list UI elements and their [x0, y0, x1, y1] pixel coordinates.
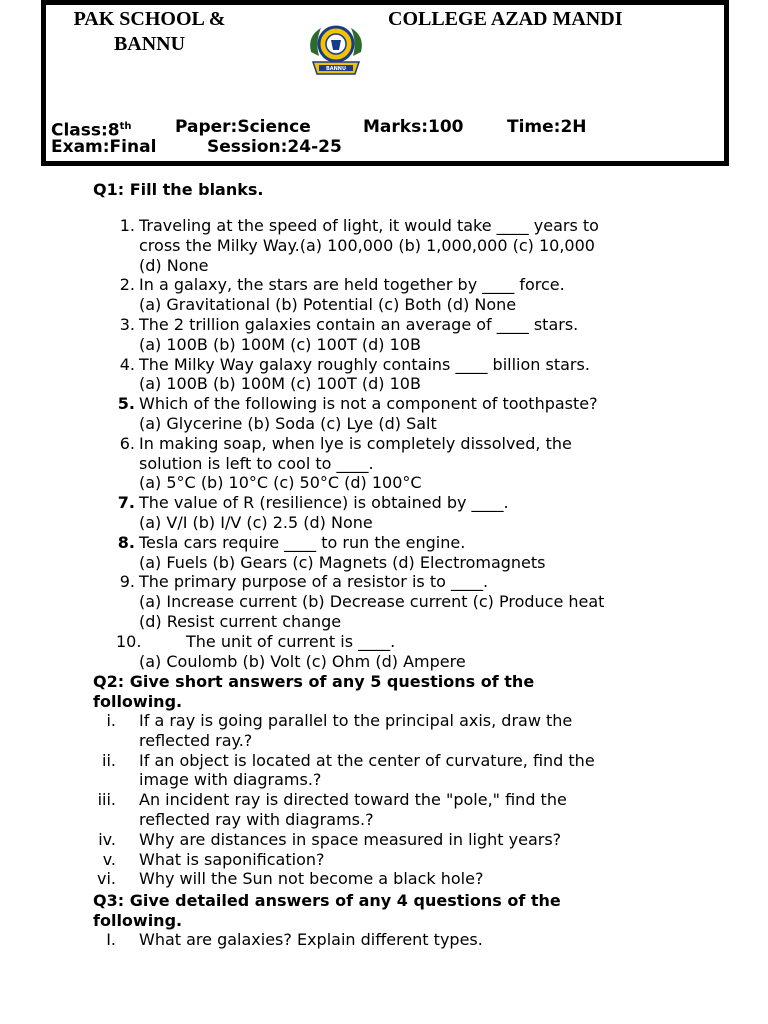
- q1-item-line: (a) Glycerine (b) Soda (c) Lye (d) Salt: [139, 414, 437, 433]
- q1-item-number: 10.: [116, 631, 142, 651]
- class-info: Class:8th: [51, 120, 132, 141]
- q3-title-line2: following.: [93, 911, 183, 930]
- q2-item-line: reflected ray with diagrams.?: [139, 810, 374, 829]
- q1-item-line: (a) Fuels (b) Gears (c) Magnets (d) Electromagnets: [139, 552, 546, 572]
- q2-item-line: An incident ray is directed toward the "pole," find the: [139, 790, 567, 810]
- q3-item-line: What are galaxies? Explain different types.: [139, 930, 483, 949]
- q2-item-line: reflected ray.?: [139, 730, 253, 750]
- school-name-left: [62, 7, 237, 57]
- q2-item-line: If an object is located at the center of curvature, find the: [139, 750, 595, 770]
- q1-item-number: 3.: [119, 315, 135, 334]
- q1-item-line: (d) None: [139, 255, 209, 275]
- q2-item-number: i.: [106, 711, 116, 730]
- q1-item-line: In a galaxy, the stars are held together by ____ force.: [139, 275, 565, 295]
- q1-item-number: 7.: [117, 493, 135, 513]
- school-name-right: COLLEGE AZAD MANDI: [388, 8, 623, 30]
- class-sup: th: [119, 121, 132, 132]
- marks-info: Marks:100: [363, 117, 464, 137]
- time-info: Time:2H: [507, 117, 587, 137]
- q1-item-number: 4.: [119, 354, 135, 374]
- school-name-line1: PAK SCHOOL &: [73, 8, 226, 30]
- q1-item-line: (a) 100B (b) 100M (c) 100T (d) 10B: [139, 334, 421, 354]
- q1-item-line: The unit of current is ____.: [186, 631, 396, 651]
- q1-title: Q1: Fill the blanks.: [93, 180, 264, 199]
- q1-item-line: In making soap, when lye is completely dissolved, the: [139, 433, 572, 453]
- q1-item-number: 1.: [119, 216, 135, 235]
- school-name-line2: BANNU: [113, 33, 186, 55]
- q1-item-line: Traveling at the speed of light, it would take ____ years to: [139, 216, 599, 235]
- q2-item-line: Why are distances in space measured in light years?: [139, 829, 562, 849]
- q2-item-number: iv.: [98, 829, 116, 849]
- q1-item-line: Which of the following is not a component of toothpaste?: [139, 394, 598, 414]
- q2-title-line2: following.: [93, 692, 183, 711]
- q3-title-line1: Q3: Give detailed answers of any 4 questions of the: [93, 891, 561, 910]
- q1-item-number: 8.: [117, 532, 135, 552]
- q2-item-line: If a ray is going parallel to the principal axis, draw the: [139, 711, 573, 730]
- q1-item-number: 2.: [119, 275, 135, 295]
- q1-item-line: (a) 100B (b) 100M (c) 100T (d) 10B: [139, 374, 421, 394]
- q1-item-line: The value of R (resilience) is obtained by ____.: [139, 493, 509, 513]
- q1-item-line: The 2 trillion galaxies contain an average of ____ stars.: [139, 315, 579, 334]
- q1-item-line: (a) V/I (b) I/V (c) 2.5 (d) None: [139, 513, 373, 532]
- q2-item-number: iii.: [97, 790, 116, 810]
- q1-item-line: (a) 5°C (b) 10°C (c) 50°C (d) 100°C: [139, 473, 422, 493]
- q2-title-line1: Q2: Give short answers of any 5 questions of the: [93, 672, 535, 691]
- q1-item-number: 6.: [119, 433, 135, 453]
- school-logo: [305, 22, 367, 80]
- q2-item-number: ii.: [102, 750, 116, 770]
- paper-info: Paper:Science: [175, 117, 311, 137]
- q3-title: [93, 891, 693, 931]
- logo-text: BANNU: [325, 66, 347, 72]
- q2-item-number: vi.: [97, 869, 116, 889]
- q2-item-line: image with diagrams.?: [139, 770, 322, 790]
- q2-item-line: What is saponification?: [139, 849, 325, 869]
- q1-item-line: (a) Increase current (b) Decrease current (c) Produce heat: [139, 592, 605, 612]
- q1-item-number: 9.: [119, 572, 135, 592]
- q1-item-line: (a) Gravitational (b) Potential (c) Both (d) None: [139, 295, 517, 315]
- q3-item-number: I.: [106, 930, 116, 949]
- q1-item-line: The primary purpose of a resistor is to ____.: [139, 572, 489, 592]
- q1-item-line: The Milky Way galaxy roughly contains ____ billion stars.: [139, 354, 590, 374]
- q2-item-number: v.: [102, 849, 116, 869]
- q1-item-line: solution is left to cool to ____.: [139, 453, 374, 473]
- q1-item-number: 5.: [117, 394, 135, 414]
- q2-item-line: Why will the Sun not become a black hole?: [139, 869, 484, 889]
- q1-item-line: cross the Milky Way.(a) 100,000 (b) 1,000,000 (c) 10,000: [139, 235, 595, 255]
- q1-item-line: Tesla cars require ____ to run the engine.: [139, 532, 466, 552]
- exam-info: Exam:Final: [51, 137, 157, 157]
- q1-item-line: (d) Resist current change: [139, 612, 342, 631]
- q1-item-line: (a) Coulomb (b) Volt (c) Ohm (d) Ampere: [139, 651, 466, 671]
- q2-title: [93, 672, 693, 712]
- session-info: Session:24-25: [207, 137, 342, 157]
